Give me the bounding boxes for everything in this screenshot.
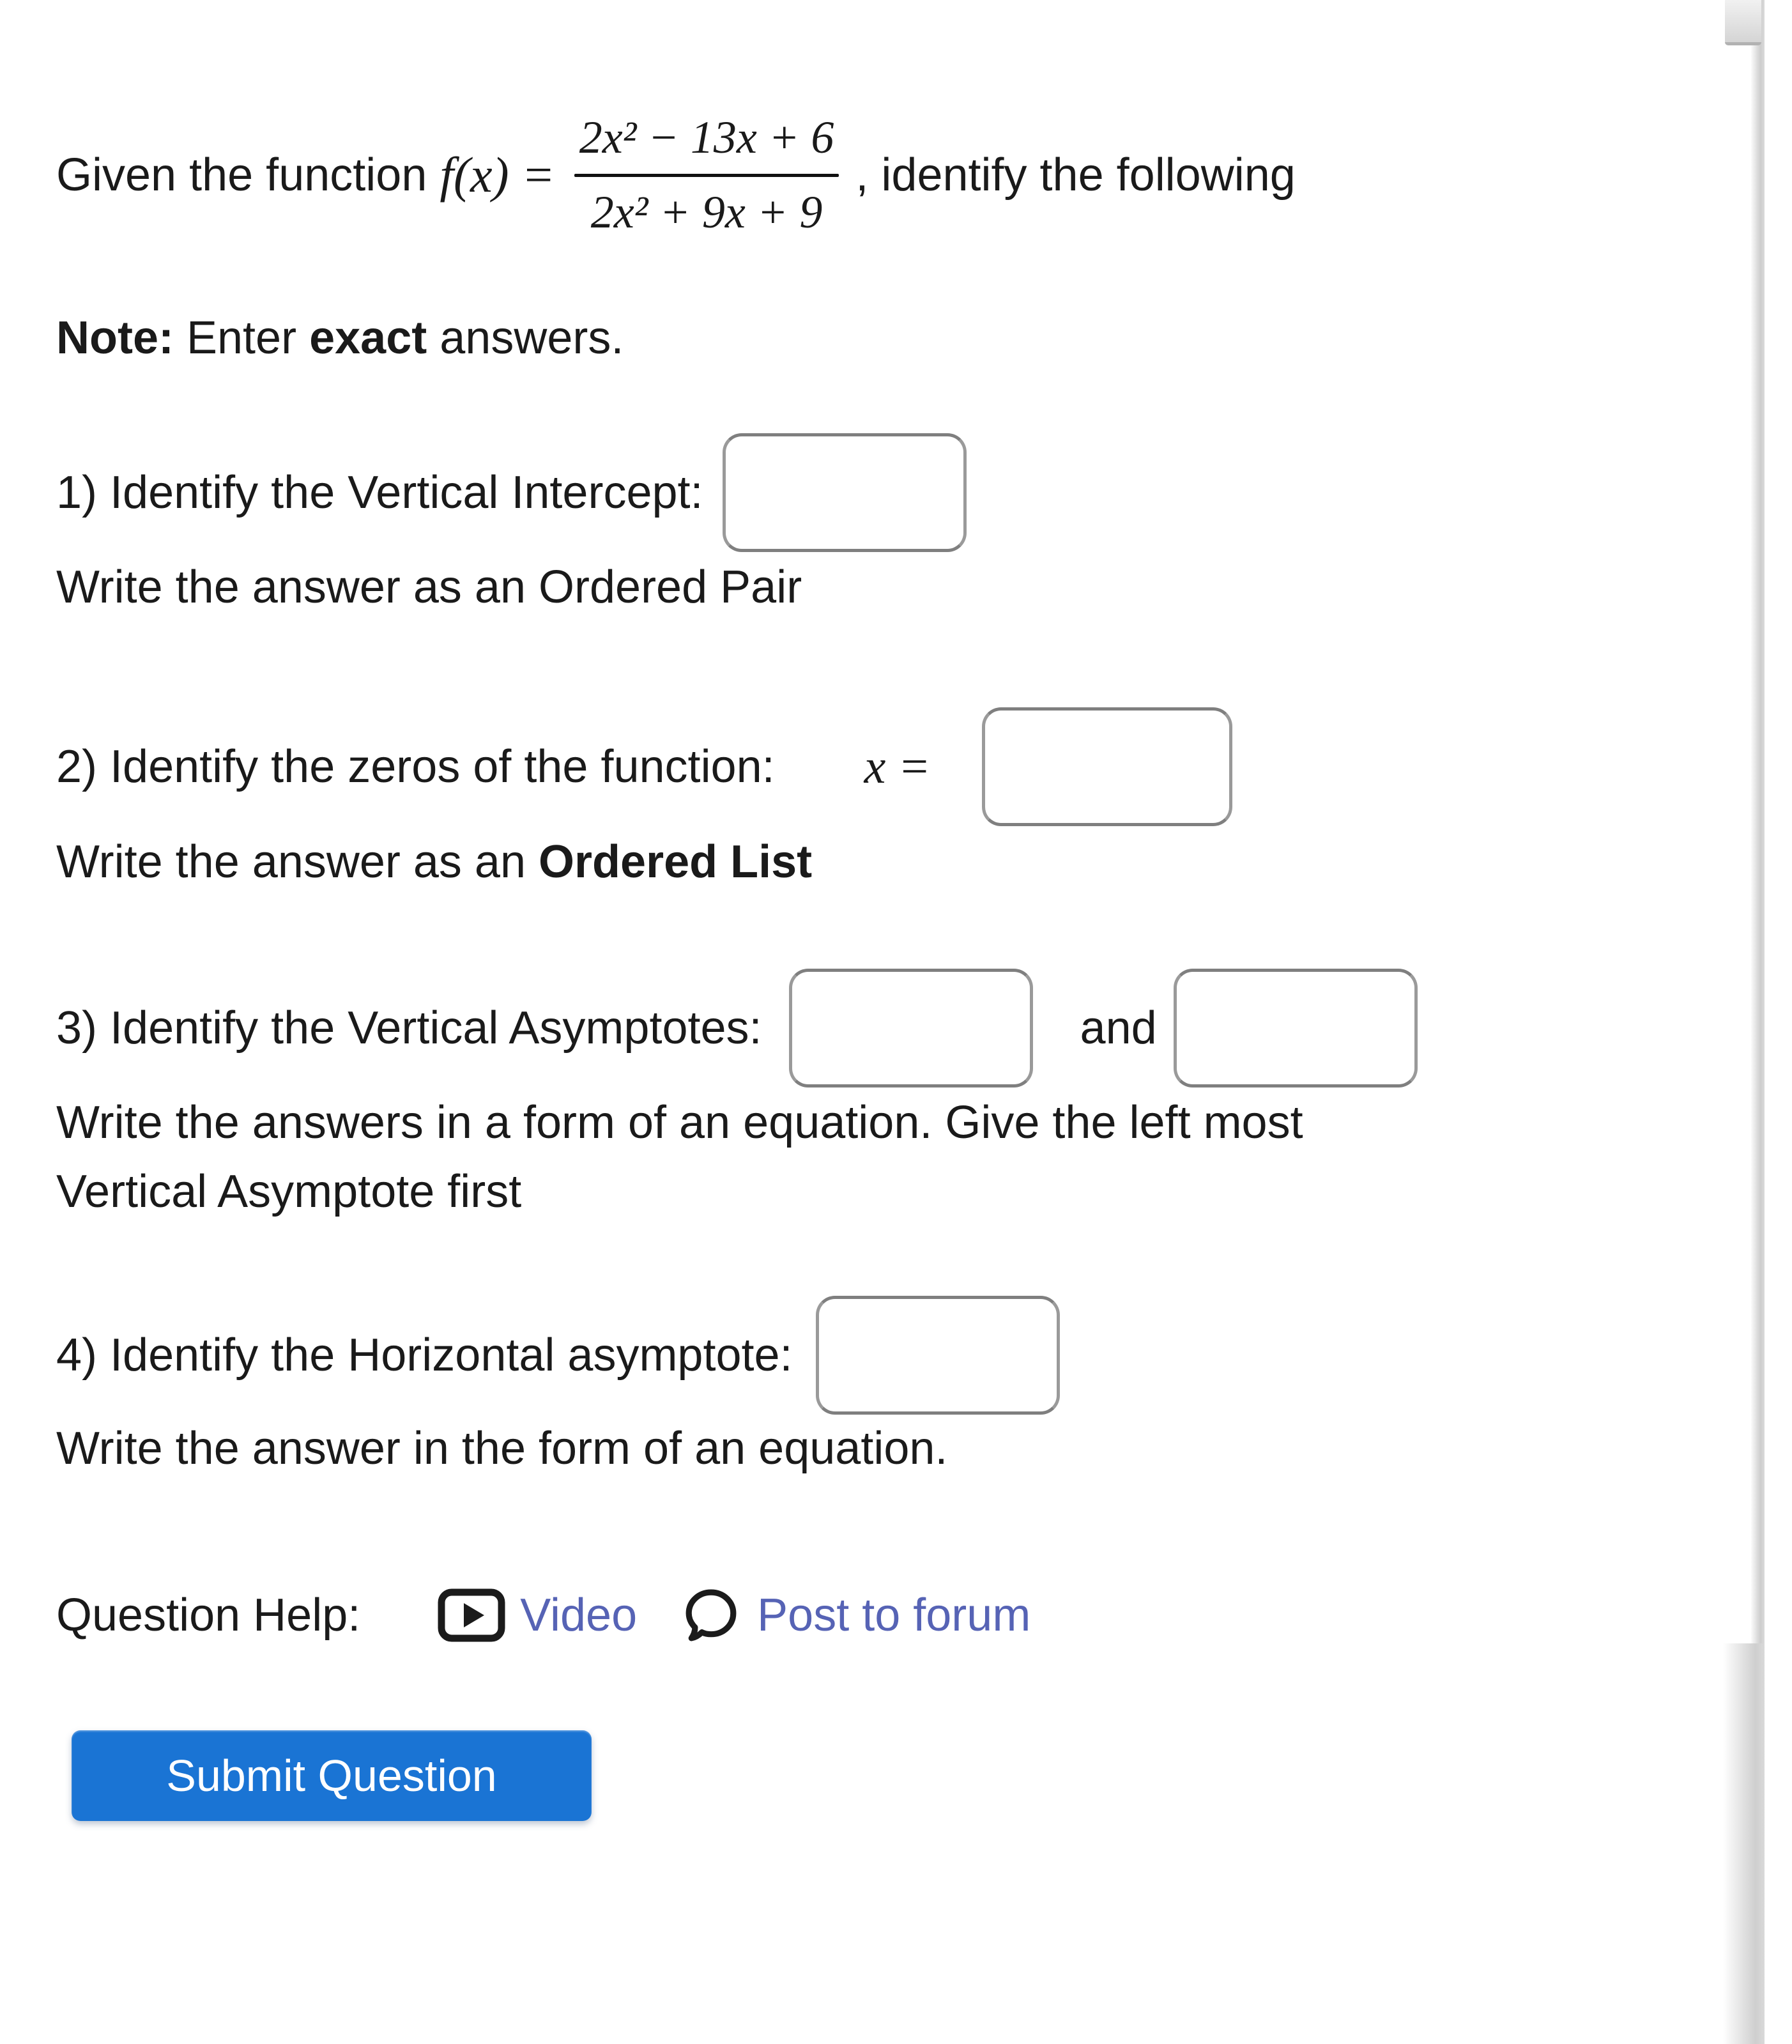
intro-prefix: Given the function xyxy=(56,150,427,201)
question-1-hint: Write the answer as an Ordered Pair xyxy=(56,562,802,613)
vertical-intercept-input[interactable] xyxy=(723,433,967,552)
question-2-row xyxy=(56,705,1232,828)
note-text-1: Enter xyxy=(173,312,310,364)
note-text-2: answers. xyxy=(427,312,624,364)
question-3-label: 3) Identify the Vertical Asymptotes: xyxy=(56,1003,762,1054)
question-2-hint xyxy=(56,836,812,888)
vertical-asymptote-right-input[interactable] xyxy=(1174,969,1418,1087)
function-fraction xyxy=(574,110,839,241)
fraction-numerator: 2x² − 13x + 6 xyxy=(579,112,834,163)
speech-bubble-icon xyxy=(684,1588,738,1643)
question-1-label: 1) Identify the Vertical Intercept: xyxy=(56,467,703,518)
question-4-row xyxy=(56,1295,1060,1416)
note-line xyxy=(56,312,624,364)
question-3-hint-line2: Vertical Asymptote first xyxy=(56,1166,522,1217)
question-2-hint-text: Write the answer as an xyxy=(56,836,539,888)
question-help-row xyxy=(56,1583,1030,1647)
fraction-bar xyxy=(574,174,839,177)
horizontal-asymptote-input[interactable] xyxy=(816,1296,1060,1415)
question-help-label: Question Help: xyxy=(56,1590,361,1641)
video-link[interactable]: Video xyxy=(520,1590,638,1641)
note-label: Note: xyxy=(56,312,174,364)
question-3-hint-line1: Write the answers in a form of an equation. Give the left most xyxy=(56,1097,1303,1148)
video-icon xyxy=(437,1588,506,1643)
zeros-input[interactable] xyxy=(982,707,1232,826)
question-2-label: 2) Identify the zeros of the function: xyxy=(56,741,775,792)
note-emphasis: exact xyxy=(309,312,427,364)
question-2-hint-bold: Ordered List xyxy=(539,836,813,888)
question-4-hint: Write the answer in the form of an equation. xyxy=(56,1423,948,1474)
scrollbar-thumb[interactable] xyxy=(1725,0,1761,45)
intro-suffix: , identify the following xyxy=(855,150,1296,201)
x-equals-label: x = xyxy=(864,739,931,794)
function-notation: f(x) = xyxy=(440,147,555,203)
question-4-label: 4) Identify the Horizontal asymptote: xyxy=(56,1330,793,1381)
and-connector: and xyxy=(1080,1003,1157,1054)
question-1-row xyxy=(56,433,967,552)
problem-statement xyxy=(56,110,1296,241)
submit-question-button[interactable]: Submit Question xyxy=(72,1730,592,1821)
question-3-row xyxy=(56,967,1418,1089)
fraction-denominator: 2x² + 9x + 9 xyxy=(590,186,823,238)
vertical-asymptote-left-input[interactable] xyxy=(789,969,1033,1087)
scrollbar-bottom-shadow xyxy=(1723,1643,1765,2044)
post-to-forum-link[interactable]: Post to forum xyxy=(757,1590,1031,1641)
